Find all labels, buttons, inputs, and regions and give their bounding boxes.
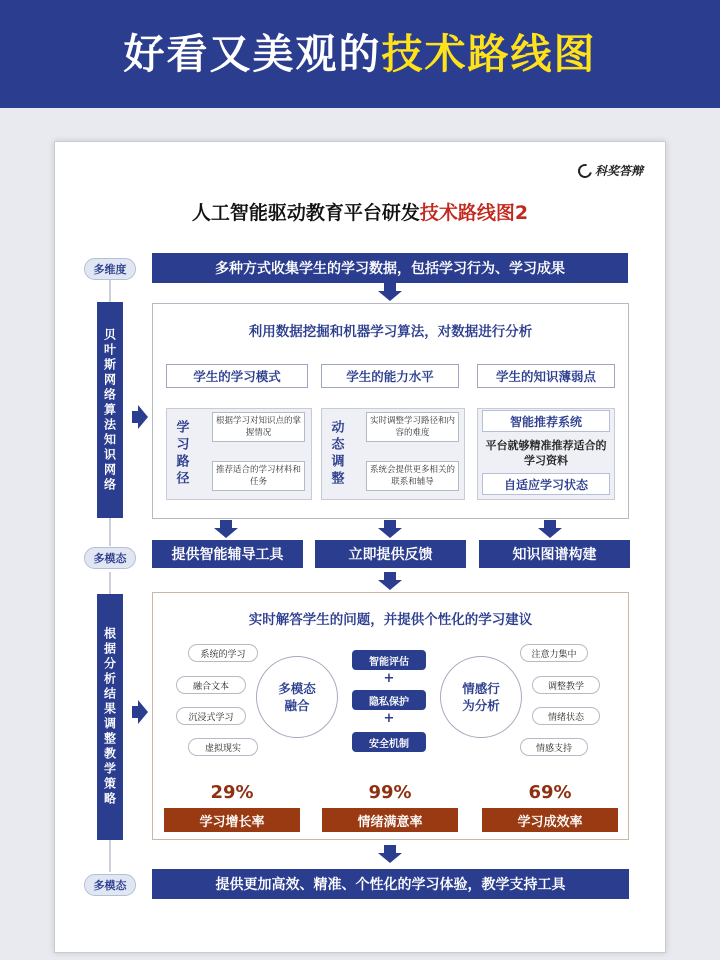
label-top-dimension: 多维度 bbox=[84, 258, 136, 280]
center-security: 安全机制 bbox=[352, 732, 426, 752]
adjust-item-tutoring: 系统会提供更多相关的联系和辅导 bbox=[366, 461, 459, 491]
plus-sign-2: + bbox=[383, 711, 395, 726]
vertical-label-strategy: 根据分析结果调整教学策略 bbox=[97, 594, 123, 840]
metric-value-effectiveness: 69% bbox=[528, 782, 572, 803]
output-instant-feedback: 立即提供反馈 bbox=[315, 540, 466, 568]
banner-title-white: 好看又美观的 bbox=[123, 29, 382, 78]
logo-text: 科奖答辩 bbox=[595, 164, 644, 178]
right-tag-adjust-teaching: 调整教学 bbox=[532, 676, 600, 694]
adjust-item-difficulty: 实时调整学习路径和内容的难度 bbox=[366, 412, 459, 442]
title-main: 人工智能驱动教育平台研发 bbox=[191, 202, 420, 224]
step-collect-data: 多种方式收集学生的学习数据，包括学习行为、学习成果 bbox=[152, 253, 628, 283]
label-middle-modal: 多模态 bbox=[84, 547, 136, 569]
left-tag-immersive: 沉浸式学习 bbox=[176, 707, 246, 725]
circle-emotion-analysis: 情感行为分析 bbox=[440, 656, 522, 738]
output-knowledge-graph: 知识图谱构建 bbox=[479, 540, 630, 568]
category-learning-pattern: 学生的学习模式 bbox=[166, 364, 308, 388]
dynamic-adjust-label: 动态调整 bbox=[328, 420, 344, 488]
left-tag-vr: 虚拟现实 bbox=[188, 738, 258, 756]
recommend-system-desc: 平台就够精准推荐适合的学习资料 bbox=[485, 439, 607, 467]
learning-path-label: 学习路径 bbox=[173, 420, 189, 488]
metric-label-satisfaction: 情绪满意率 bbox=[322, 808, 458, 832]
analysis-header: 利用数据挖掘和机器学习算法，对数据进行分析 bbox=[248, 324, 533, 340]
feedback-header: 实时解答学生的问题，并提供个性化的学习建议 bbox=[248, 612, 533, 628]
metric-value-satisfaction: 99% bbox=[368, 782, 412, 803]
output-tutoring-tools: 提供智能辅导工具 bbox=[152, 540, 303, 568]
label-bottom-modal: 多模态 bbox=[84, 874, 136, 896]
right-tag-emotional-support: 情感支持 bbox=[520, 738, 588, 756]
recommend-system-title: 智能推荐系统 bbox=[482, 410, 610, 432]
vertical-label-bayes: 贝叶斯网络算法知识网络 bbox=[97, 302, 123, 518]
path-item-mastery: 根据学习对知识点的掌握情况 bbox=[212, 412, 305, 442]
category-ability-level: 学生的能力水平 bbox=[321, 364, 459, 388]
metric-label-growth: 学习增长率 bbox=[164, 808, 300, 832]
metric-label-effectiveness: 学习成效率 bbox=[482, 808, 618, 832]
path-item-recommend: 推荐适合的学习材料和任务 bbox=[212, 461, 305, 491]
center-smart-eval: 智能评估 bbox=[352, 650, 426, 670]
left-tag-text-fusion: 融合文本 bbox=[176, 676, 246, 694]
category-weak-points: 学生的知识薄弱点 bbox=[477, 364, 615, 388]
circle-multimodal-fusion: 多模态融合 bbox=[256, 656, 338, 738]
right-tag-emotion-state: 情绪状态 bbox=[532, 707, 600, 725]
center-privacy: 隐私保护 bbox=[352, 690, 426, 710]
banner-title-yellow: 技术路线图 bbox=[381, 29, 597, 78]
left-tag-systematic: 系统的学习 bbox=[188, 644, 258, 662]
title-highlight: 技术路线图2 bbox=[419, 202, 529, 224]
metric-value-growth: 29% bbox=[210, 782, 254, 803]
right-tag-attention: 注意力集中 bbox=[520, 644, 588, 662]
final-outcome: 提供更加高效、精准、个性化的学习体验，教学支持工具 bbox=[152, 869, 629, 899]
adaptive-state-label: 自适应学习状态 bbox=[482, 473, 610, 495]
plus-sign-1: + bbox=[383, 671, 395, 686]
